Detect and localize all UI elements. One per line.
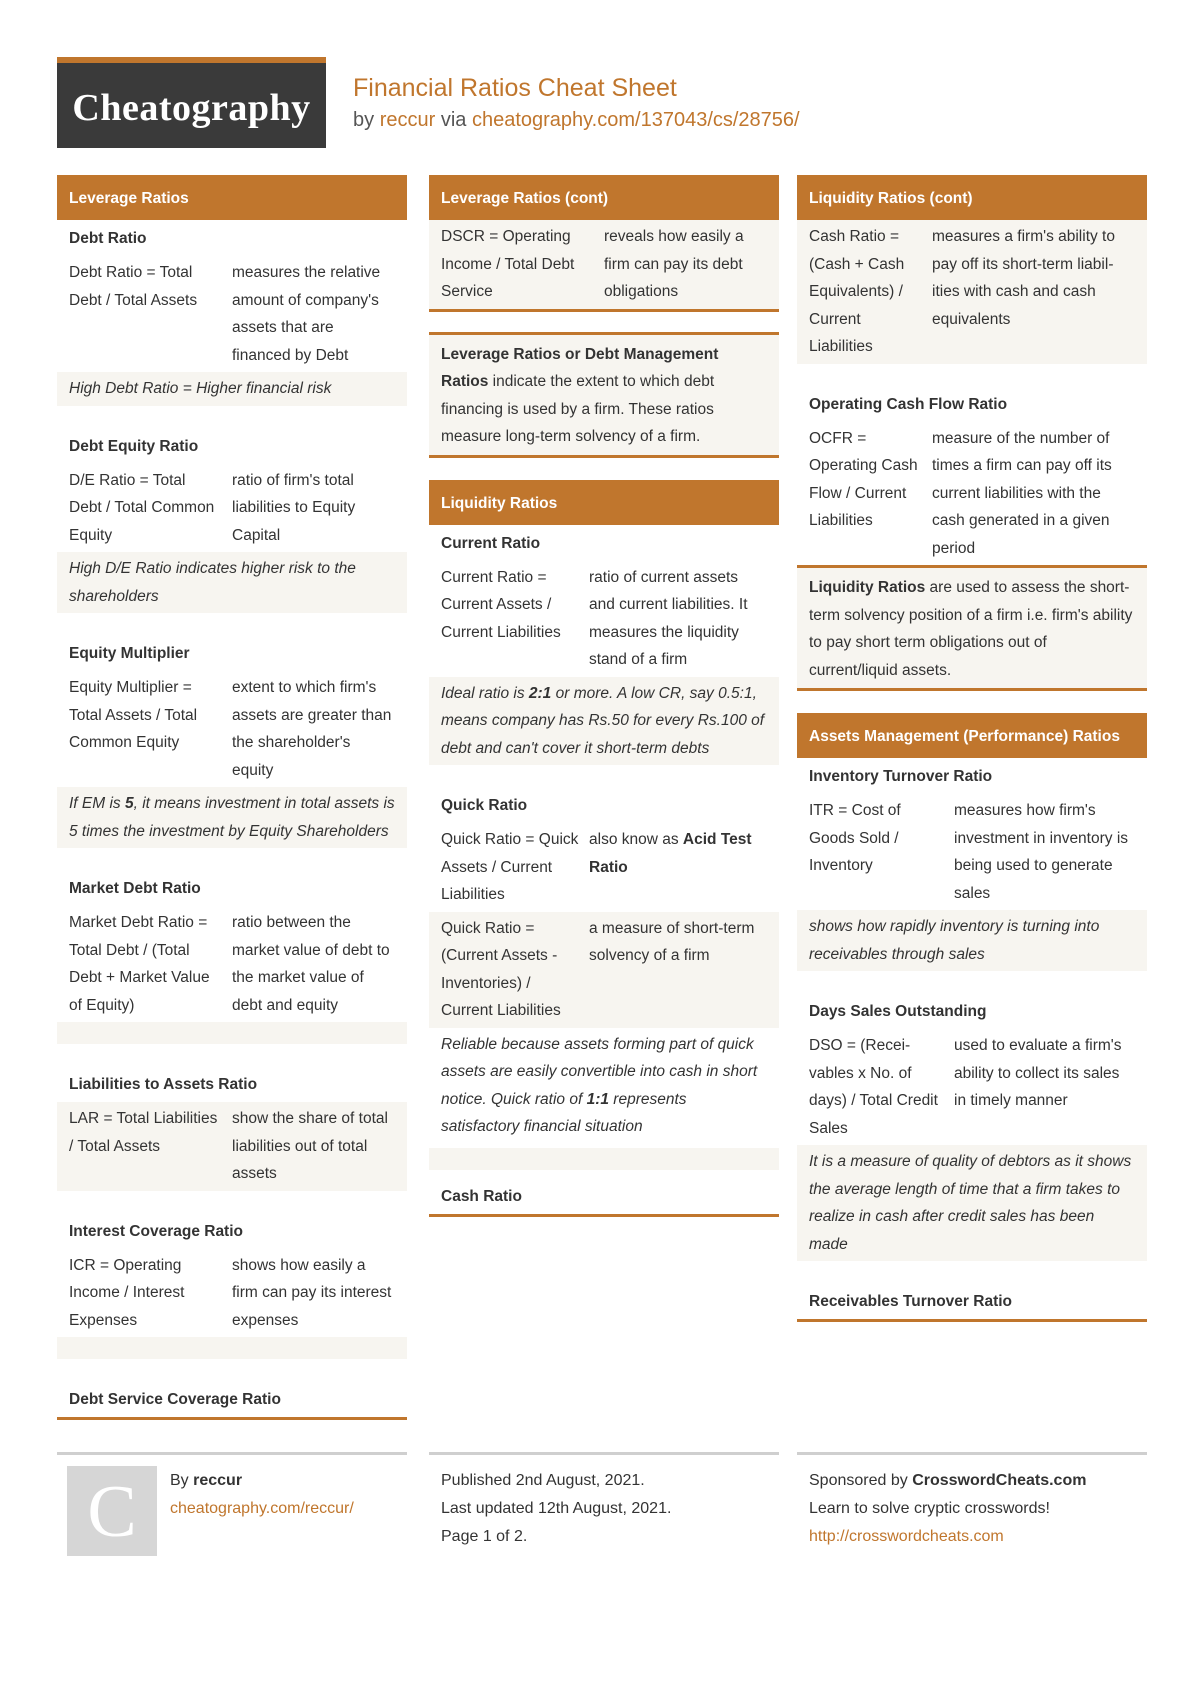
liquidity-note (797, 568, 1147, 688)
debt-ratio-row (57, 256, 407, 372)
byline-by: by (353, 109, 375, 131)
author-link[interactable]: reccur (379, 109, 436, 131)
column-3 (797, 175, 1147, 1344)
rtr-subheading: Receivables Turnover Ratio (809, 1293, 1013, 1310)
icr-subheading: Interest Coverage Ratio (69, 1222, 243, 1240)
equity-multiplier-note (57, 787, 407, 848)
lar-description: show the share of total liabilities out of total assets (232, 1110, 388, 1182)
dso-subheading: Days Sales Outstanding (809, 1003, 987, 1020)
acid-test-bold: Acid Test Ratio (589, 831, 752, 876)
itr-subheading: Inventory Turnover Ratio (809, 768, 993, 785)
cheatography-logo[interactable] (57, 57, 326, 148)
liquidity-cont-header: Liquidity Ratios (cont) (797, 175, 1147, 220)
dso-row (797, 1029, 1147, 1145)
cash-ratio-formula: Cash Ratio = (Cash + Cash Equivalents) / Current Liabilities (809, 228, 905, 355)
market-debt-subheading: Market Debt Ratio (69, 880, 201, 897)
liquidity-ratios-box (429, 480, 779, 1217)
dscr-description: reveals how easily a firm can pay its debt obligations (604, 228, 744, 300)
author-avatar[interactable] (67, 1466, 157, 1556)
cr-note-b: 2:1 (528, 684, 552, 702)
quick-ratio-spacer (429, 1148, 779, 1170)
dscr-subheading: Debt Service Coverage Ratio (69, 1391, 281, 1408)
footer-sponsor-tagline: Learn to solve cryptic crosswords! (809, 1500, 1050, 1517)
quick-ratio-description-1 (589, 826, 767, 909)
quick-ratio-subheading: Quick Ratio (441, 797, 528, 814)
quick-ratio-row-1 (429, 823, 779, 912)
qr-note-a: Reliable because assets forming part of quick assets are easily convertible into cash in short notice. Quick ratio of (441, 1035, 758, 1108)
column-2 (429, 175, 779, 1239)
leverage-ratios-header: Leverage Ratios (57, 175, 407, 220)
debt-ratio-description: measures the relative amount of company's assets that are financed by Debt (232, 264, 381, 364)
leverage-cont-header: Leverage Ratios (cont) (429, 175, 779, 220)
liquidity-ratios-header: Liquidity Ratios (429, 480, 779, 525)
icr-row (57, 1249, 407, 1338)
market-debt-spacer (57, 1022, 407, 1044)
current-ratio-note (429, 677, 779, 766)
itr-formula: ITR = Cost of Goods Sold / Inventory (809, 802, 901, 874)
liquidity-cont-box (797, 175, 1147, 691)
sheet-url-link[interactable]: cheatography.com/137043/cs/28756/ (471, 109, 800, 131)
current-ratio-description: ratio of current assets and current liabilities. It measures the liquidity stand of a firm (589, 568, 748, 668)
equity-multiplier-row (57, 671, 407, 787)
market-debt-description: ratio between the market value of debt to the market value of debt and equity (232, 914, 390, 1014)
equity-multiplier-subheading: Equity Multiplier (69, 645, 190, 662)
sheet-byline (353, 109, 800, 132)
equity-multiplier-formula: Equity Multiplier = Total Assets / Total Common Equity (69, 679, 198, 751)
sheet-title: Financial Ratios Cheat Sheet (353, 74, 677, 102)
current-ratio-formula: Current Ratio = Current Assets / Current Liabilities (441, 568, 561, 641)
em-note-bold: 5 (124, 795, 134, 812)
ocfr-row (797, 422, 1147, 566)
footer-divider-2 (429, 1452, 779, 1455)
debt-equity-row (57, 464, 407, 553)
liquidity-note-box (797, 565, 1147, 691)
leverage-note (429, 335, 779, 455)
avatar-letter: C (87, 1471, 137, 1553)
dso-note: It is a measure of quality of debtors as it shows the average length of time that a firm takes to realize in cash after credit sales has been made (797, 1145, 1147, 1261)
qr-note-b: 1:1 (586, 1090, 609, 1108)
assets-management-header: Assets Management (Performance) Ratios (797, 713, 1147, 758)
column-1 (57, 175, 407, 1442)
debt-equity-subheading: Debt Equity Ratio (69, 437, 199, 455)
lar-subheading: Liabilities to Assets Ratio (69, 1076, 258, 1093)
footer-author-url[interactable]: cheatography.com/reccur/ (170, 1500, 354, 1517)
leverage-cont-box (429, 175, 779, 312)
icr-formula: ICR = Operating Income / Interest Expenses (69, 1256, 185, 1329)
footer-author-line (170, 1467, 354, 1495)
footer-divider-1 (57, 1452, 407, 1455)
acid-pre: also know as (589, 831, 683, 848)
dscr-formula: DSCR = Operating Income / Total Debt Service (441, 228, 575, 300)
liquidity-note-bold: Liquidity Ratios (809, 579, 926, 596)
footer-sponsor-name[interactable]: CrosswordCheats.com (912, 1472, 1087, 1489)
debt-ratio-formula: Debt Ratio = Total Debt / Total Assets (69, 264, 198, 309)
icr-spacer (57, 1337, 407, 1359)
footer-dates-block (441, 1467, 671, 1551)
footer-sponsor-block (809, 1467, 1086, 1551)
equity-multiplier-description: extent to which firm's assets are greater than the shareholder's equity (232, 679, 392, 779)
debt-equity-formula: D/E Ratio = Total Debt / Total Common Equity (69, 471, 215, 544)
debt-equity-note: High D/E Ratio indicates higher risk to the shareholders (57, 552, 407, 613)
em-note-post: , it means investment in total assets is 5 times the investment by Equity Shareholders (69, 795, 395, 840)
debt-equity-description: ratio of firm's total liabilities to Equity Capital (232, 471, 356, 544)
cr-note-c: or more. A low CR, say 0.5:1, means company has Rs.50 for every Rs.100 of debt and can't cover it short-term debts (441, 684, 765, 757)
quick-ratio-formula-2: Quick Ratio = (Current Assets - Inventories) / Current Liabilities (441, 919, 561, 1019)
dscr-row (429, 220, 779, 309)
market-debt-row (57, 906, 407, 1022)
liquidity-note-text: are used to assess the short-term solvency position of a firm i.e. firm's ability to pay short term obligations out of current/liquid assets. (809, 579, 1133, 679)
itr-description: measures how firm's investment in inventory is being used to generate sales (954, 802, 1129, 902)
current-ratio-subheading: Current Ratio (441, 534, 541, 552)
ocfr-description: measure of the number of times a firm can pay off its current liabilities with the cash generated in a given period (932, 429, 1112, 557)
assets-management-box (797, 713, 1147, 1322)
ocfr-subheading: Operating Cash Flow Ratio (809, 395, 1008, 413)
debt-ratio-note: High Debt Ratio = Higher financial risk (57, 372, 407, 406)
dso-formula: DSO = (Receivables x No. of days) / Total Credit Sales (809, 1037, 938, 1137)
icr-description: shows how easily a firm can pay its interest expenses (232, 1256, 392, 1329)
lar-formula: LAR = Total Liabilities / Total Assets (69, 1110, 218, 1155)
market-debt-formula: Market Debt Ratio = Total Debt / (Total Debt + Market Value of Equity) (69, 914, 210, 1014)
ocfr-formula: OCFR = Operating Cash Flow / Current Liabilities (809, 429, 918, 529)
quick-ratio-note (429, 1028, 779, 1144)
current-ratio-row (429, 561, 779, 677)
quick-ratio-row-2 (429, 912, 779, 1028)
dso-description: used to evaluate a firm's ability to collect its sales in timely manner (954, 1037, 1122, 1109)
cr-note-a: Ideal ratio is (441, 684, 529, 702)
footer-sponsor-url[interactable]: http://crosswordcheats.com (809, 1528, 1004, 1545)
leverage-note-box (429, 332, 779, 458)
footer-sponsored-by: Sponsored by (809, 1472, 908, 1489)
footer-divider-3 (797, 1452, 1147, 1455)
cash-ratio-description: measures a firm's ability to pay off its short-term liabilities with cash and cash equivalents (932, 228, 1115, 328)
footer-author-block (170, 1467, 354, 1523)
footer-published: Published 2nd August, 2021. (441, 1472, 645, 1489)
footer-by: By (170, 1472, 189, 1489)
itr-row (797, 794, 1147, 910)
footer-sponsor-line (809, 1467, 1086, 1495)
quick-ratio-formula-1: Quick Ratio = Quick Assets / Current Liabilities (441, 831, 579, 903)
footer-page-number: Page 1 of 2. (441, 1528, 528, 1545)
qr-note-c: represents satisfactory financial situation (441, 1090, 687, 1135)
debt-ratio-subheading: Debt Ratio (69, 230, 147, 247)
footer-updated: Last updated 12th August, 2021. (441, 1500, 672, 1517)
cash-ratio-subheading: Cash Ratio (441, 1187, 522, 1205)
itr-note: shows how rapidly inventory is turning into receivables through sales (797, 910, 1147, 971)
footer-author-name[interactable]: reccur (193, 1472, 243, 1489)
leverage-ratios-box (57, 175, 407, 1420)
em-note-pre: If EM is (69, 795, 125, 812)
byline-via: via (440, 109, 467, 131)
logo-text: Cheatography (72, 87, 311, 129)
leverage-note-text: indicate the extent to which debt financing is used by a firm. These ratios measure long-term solvency of a firm. (441, 373, 715, 445)
lar-row (57, 1102, 407, 1191)
quick-ratio-description-2: a measure of short-term solvency of a firm (589, 919, 755, 964)
leverage-note-bold: Leverage Ratios or Debt Management Ratios (441, 345, 719, 390)
cash-ratio-row (797, 220, 1147, 364)
